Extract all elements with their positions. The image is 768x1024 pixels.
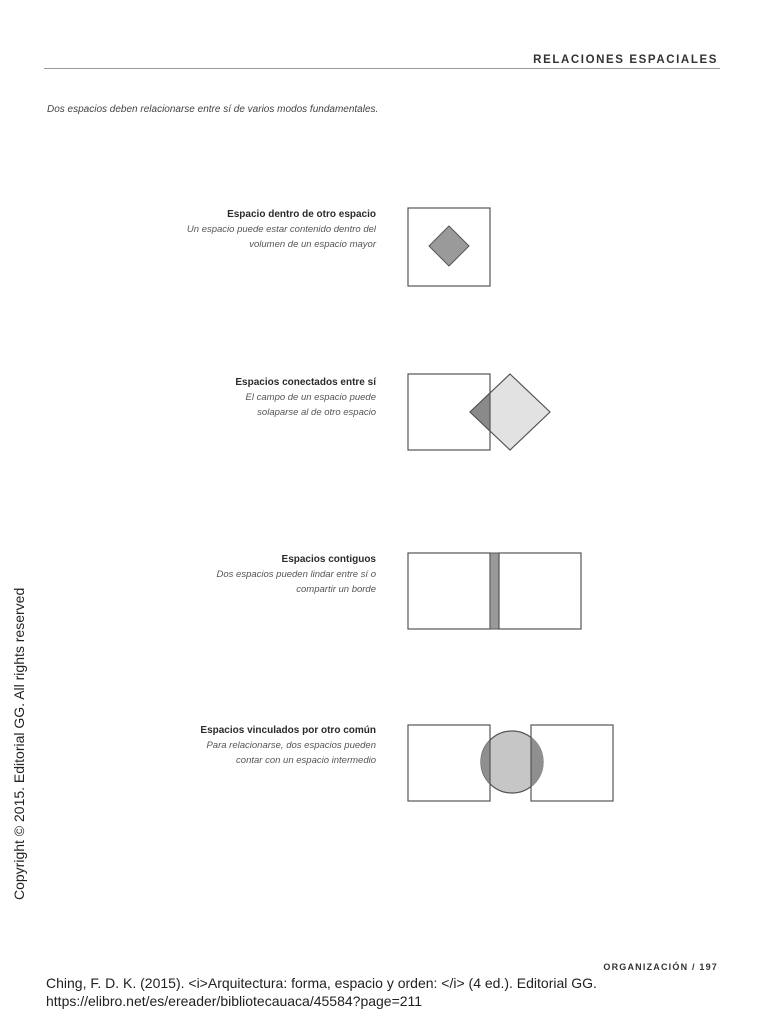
inner-space-diamond [429, 226, 469, 266]
citation-text: Ching, F. D. K. (2015). <i>Arquitectura: forma, espacio y orden: </i> (4 ed.). Editorial GG. https://elibro.net/es/ereader/bibliotecauaca/45584?page=211 [46, 975, 597, 1009]
diagram-adjacent-spaces [400, 546, 590, 636]
relation-desc-line: Para relacionarse, dos espacios pueden [206, 740, 376, 751]
relation-desc-line: volumen de un espacio mayor [249, 239, 376, 250]
diagram-space-within-space [400, 200, 500, 295]
relation-desc-line: contar con un espacio intermedio [236, 755, 376, 766]
relation-desc-line: compartir un borde [296, 584, 376, 595]
circle-overlap-left [481, 740, 490, 784]
left-space [408, 553, 490, 629]
right-space [499, 553, 581, 629]
relation-label-connected [156, 376, 376, 420]
relation-label-inside [156, 208, 376, 252]
relation-desc-line: Un espacio puede estar contenido dentro del [186, 224, 376, 235]
relation-desc-line: El campo de un espacio puede [245, 392, 376, 403]
page-folio: ORGANIZACIÓN / 197 [603, 962, 718, 972]
copyright-notice: Copyright © 2015. Editorial GG. All rights reserved [11, 587, 27, 900]
header-divider [44, 68, 720, 69]
page-section-title: RELACIONES ESPACIALES [533, 54, 718, 66]
diagram-linked-spaces [400, 718, 620, 808]
relation-desc-line: Dos espacios pueden lindar entre sí o [216, 569, 376, 580]
relation-title: Espacio dentro de otro espacio [227, 209, 376, 220]
left-space [408, 725, 490, 801]
relation-title: Espacios contiguos [281, 554, 376, 565]
relation-label-linked [156, 724, 376, 768]
relation-title: Espacios vinculados por otro común [200, 725, 376, 736]
diagram-interlocking-spaces [400, 368, 560, 460]
relation-desc-line: solaparse al de otro espacio [257, 407, 376, 418]
intro-text: Dos espacios deben relacionarse entre sí de varios modos fundamentales. [47, 104, 379, 115]
relation-label-adjacent [156, 553, 376, 597]
overlap-field-dark [470, 393, 490, 431]
circle-overlap-right [531, 737, 544, 787]
relation-title: Espacios conectados entre sí [235, 377, 376, 388]
shared-border [490, 553, 499, 629]
